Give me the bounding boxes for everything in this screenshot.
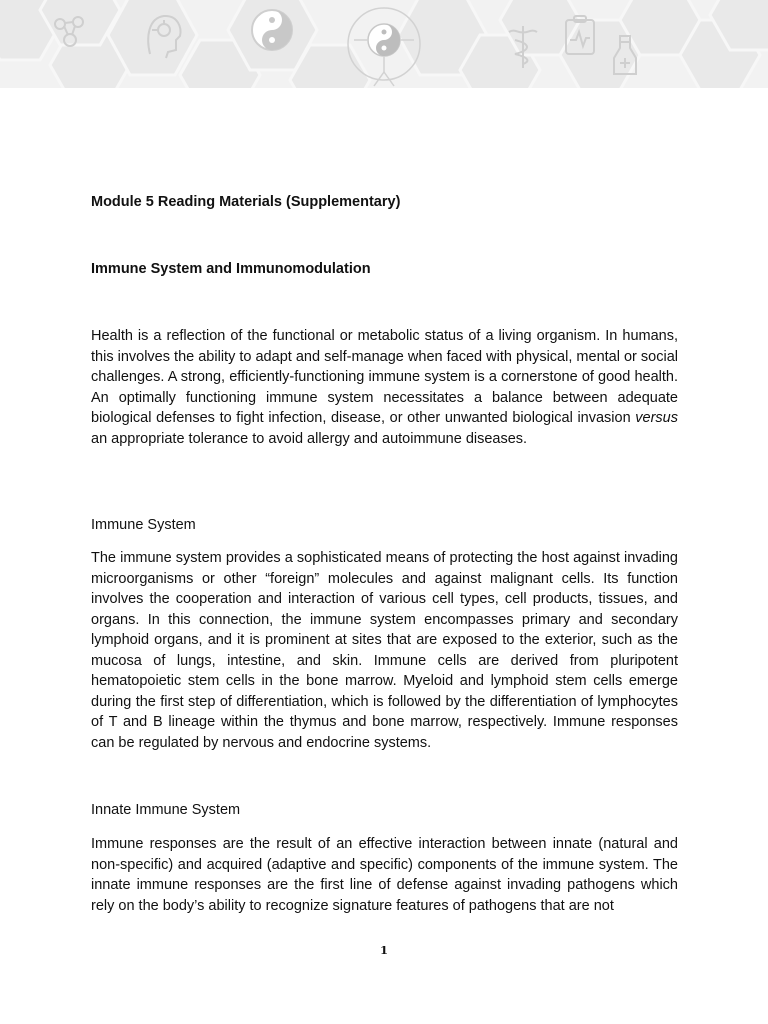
head-profile-icon: [140, 8, 186, 60]
module-title: Module 5 Reading Materials (Supplementary): [91, 194, 401, 210]
immune-system-paragraph: The immune system provides a sophisticated means of protecting the host against invading microorganisms or other “foreign” molecules and against malignant cells. Its function involves the cooperation and interaction of various cell types, cell products, tissues, and organs. In this connection, the immune system encompasses primary and secondary lymphoid organs, and it is prominent at sites that are exposed to the exterior, such as the mucosa of lungs, intestine, and skin. Immune cells are derived from pluripotent hematopoietic stem cells in the bone marrow. Myeloid and lymphoid stem cells emerge during the first step of differentiation, which is followed by the differentiation of lymphocytes of T and B lineage within the thymus and bone marrow, respectively. Immune responses can be regulated by nervous and endocrine systems.: [91, 550, 678, 751]
intro-text-end: an appropriate tolerance to avoid allergy and autoimmune diseases.: [91, 430, 528, 447]
header-banner: [0, 0, 768, 88]
intro-text-start: Health is a reflection of the functional or metabolic status of a living organism. In humans, this involves the ability to adapt and self-manage when faced with physical, mental or social challenges. A strong, efficiently-functioning immune system is a cornerstone of good health. An optimally functioning immune system necessitates a balance between adequate biological defenses to fight infection, disease, or other unwanted biological invasion: [91, 328, 678, 426]
innate-immune-heading: Innate Immune System: [91, 802, 241, 818]
potion-bottle-icon: [610, 34, 640, 78]
vitruvian-yin-yang-icon: [342, 0, 426, 88]
yin-yang-icon: [250, 8, 294, 52]
intro-paragraph: [91, 326, 678, 449]
medical-chart-icon: [560, 14, 600, 58]
intro-italic-versus: versus: [635, 410, 678, 426]
innate-immune-paragraph: Immune responses are the result of an effective interaction between innate (natural and non-specific) and acquired (adaptive and specific) components of the immune system. The innate immune responses are the first line of defense against invading pathogens which rely on the body’s ability to recognize signature features of pathogens that are not: [91, 836, 678, 914]
caduceus-icon: [505, 22, 541, 70]
page-number: 1: [379, 943, 388, 957]
immune-system-heading: Immune System: [91, 517, 196, 533]
section-title: Immune System and Immunomodulation: [91, 261, 371, 277]
molecule-icon: [50, 12, 90, 52]
